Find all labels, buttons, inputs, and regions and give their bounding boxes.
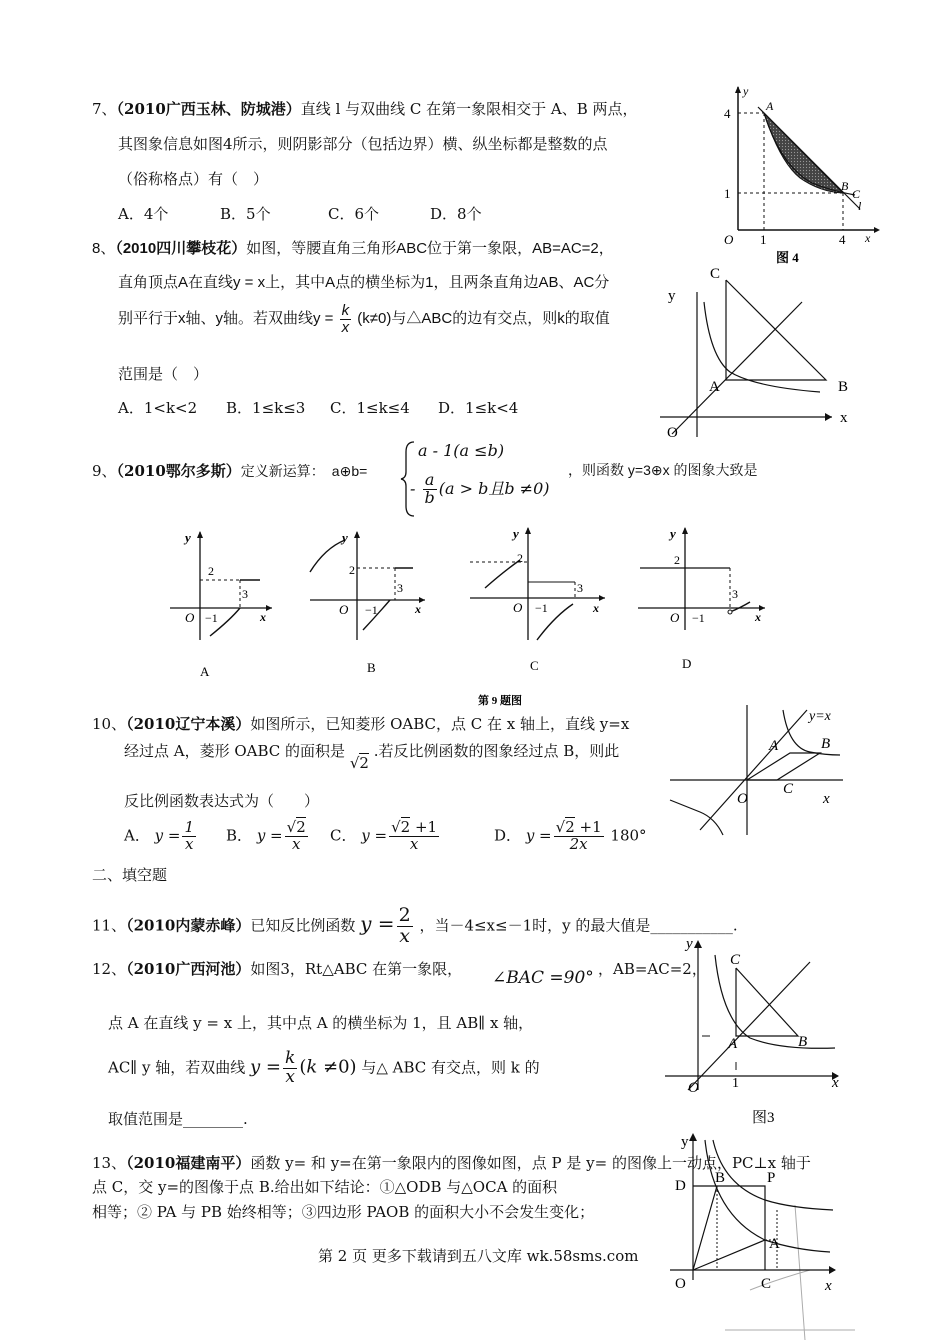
q10-line1: 10、（2010辽宁本溪）如图所示，已知菱形 OABC，点 C 在 x 轴上，直线 y=x (92, 715, 630, 733)
q13-line1: 13、（2010福建南平）函数 y= 和 y=在第一象限内的图像如图，点 P 是 y= 的图像上一动点，PC⊥x 轴于 (92, 1154, 811, 1172)
lbl: y (743, 84, 749, 98)
q9-graph-c (470, 526, 605, 673)
lbl: O (724, 232, 734, 247)
lbl: B (715, 1170, 726, 1186)
lbl: y (668, 288, 676, 304)
q13-line3: 相等；② PA 与 PB 始终相等；③四边形 PAOB 的面积大小不会发生变化； (92, 1203, 595, 1221)
q10-line2: 经过点 A，菱形 OABC 的面积是 √2 .若反比例函数的图象经过点 B，则此 (124, 742, 620, 772)
lbl: l (858, 199, 862, 213)
q10-figure (665, 700, 865, 840)
svg-text:2: 2 (349, 563, 355, 577)
q9-graph-label: D (682, 656, 692, 671)
lbl: O (688, 1080, 699, 1096)
q8-line1: 8、（2010四川攀枝花）如图，等腰直角三角形ABC位于第一象限，AB=AC=2， (92, 240, 614, 257)
q10-option-b: B． y = $\frac{√2}{x}$ (226, 818, 306, 853)
lbl: C (710, 266, 721, 282)
svg-text:−1: −1 (535, 601, 548, 615)
q9-graph-d (638, 526, 765, 671)
q7-option-c: C．6个 (328, 205, 380, 223)
svg-text:x: x (415, 602, 421, 616)
lbl: B (798, 1034, 808, 1050)
lbl: x (832, 1075, 839, 1091)
q10-option-a: A． y = $\frac{1}{x}$ (124, 818, 194, 853)
q7-option-d: D．8个 (430, 205, 482, 223)
q7-line2: 其图象信息如图4所示，则阴影部分（包括边界）横、纵坐标都是整数的点 (118, 135, 608, 153)
lbl: A (769, 738, 779, 754)
q12-line1: 12、（2010广西河池）如图3，Rt△ABC 在第一象限， (92, 960, 463, 978)
q7-line3: （俗称格点）有（ ） (118, 170, 269, 188)
svg-text:3: 3 (577, 581, 583, 595)
q9-graph-label: A (200, 664, 210, 679)
svg-text:3: 3 (397, 581, 403, 595)
q9-case2: - $\frac{a}{b}$ (a > b且b ≠0) (410, 470, 550, 507)
lbl: D (675, 1178, 686, 1194)
svg-text:−1: −1 (365, 603, 378, 617)
lbl: 1 (760, 232, 767, 247)
q10-line3: 反比例函数表达式为（ ） (124, 792, 320, 810)
lbl: x (840, 410, 848, 426)
lbl: C (730, 952, 741, 968)
q12-caption: 图3 (752, 1110, 775, 1126)
svg-text:2: 2 (674, 553, 680, 567)
q7-line1: 7、（2010广西玉林、防城港）直线 l 与双曲线 C 在第一象限相交于 A、B 两点， (92, 100, 638, 118)
lbl: C (761, 1276, 772, 1292)
section-title: 二、填空题 (92, 866, 168, 884)
q8-option-a: A．1<k<2 (118, 399, 198, 417)
lbl: O (675, 1276, 686, 1292)
svg-text:O: O (339, 602, 349, 617)
svg-text:x: x (260, 610, 266, 624)
q12-line2: 点 A 在直线 y = x 上，其中点 A 的横坐标为 1，且 AB∥ x 轴， (108, 1014, 534, 1032)
q7-figure (700, 82, 880, 272)
lbl: P (767, 1170, 776, 1186)
q7-option-a: A．4个 (118, 205, 169, 223)
q9-graph-b (310, 530, 425, 675)
svg-text:y: y (513, 526, 519, 541)
lbl: B (838, 379, 849, 395)
svg-text:x: x (593, 601, 599, 615)
q8-line2: 直角顶点A在直线y = x上，其中A点的横坐标为1，且两条直角边AB、AC分 (118, 274, 610, 291)
q8-line3: 别平行于x轴、y轴。若双曲线y = $\frac{k}{x}$ (k≠0)与△ABC的边有交点，则k的取值 (118, 302, 610, 336)
svg-text:−1: −1 (205, 611, 218, 625)
svg-text:y: y (185, 530, 191, 545)
lbl: x (865, 231, 871, 245)
lbl: O (667, 425, 678, 441)
svg-text:O: O (513, 600, 523, 615)
lbl: C (852, 187, 861, 201)
lbl: 1 (732, 1076, 739, 1091)
line-l (758, 107, 860, 209)
q12-angle: ∠BAC =90° (492, 968, 594, 988)
q9-graph-label: B (367, 660, 376, 675)
svg-text:O: O (670, 610, 680, 625)
q10-option-c: C． y = $\frac{√2 +1}{x}$ (330, 818, 438, 853)
svg-text:2: 2 (517, 551, 523, 565)
q10-option-d: D． y = $\frac{√2 +1}{2x}$ 180° (494, 818, 647, 853)
lbl: B (821, 736, 831, 752)
svg-text:3: 3 (732, 587, 738, 601)
lbl: 1 (724, 186, 731, 201)
q8-line4: 范围是（ ） (118, 366, 209, 383)
q7-caption: 图 4 (776, 250, 799, 265)
lbl: C (783, 781, 794, 797)
lbl: x (825, 1278, 832, 1294)
q9-graph-label: C (530, 658, 539, 673)
q9-caption: 第 9 题图 (478, 695, 522, 707)
lbl: y (686, 936, 693, 952)
q8-option-c: C．1≤k≤4 (330, 399, 410, 417)
page-footer: 第 2 页 更多下载请到五八文库 wk.58sms.com (318, 1247, 639, 1265)
svg-text:O: O (185, 610, 195, 625)
lbl: 4 (839, 232, 846, 247)
q7-option-b: B．5个 (220, 205, 271, 223)
q13-figure (665, 1130, 865, 1344)
lbl: A (728, 1036, 738, 1052)
q12-line1-tail: ，AB=AC=2， (598, 960, 707, 978)
q9-line1-tail: ，则函数 y=3⊕x 的图象大致是 (568, 462, 758, 478)
svg-text:3: 3 (242, 587, 248, 601)
lbl: A (769, 1236, 780, 1252)
lbl: A (766, 99, 774, 113)
q13-line2: 点 C，交 y=的图像于点 B.给出如下结论：①△ODB 与△OCA 的面积 (92, 1178, 558, 1196)
svg-text:y: y (342, 530, 348, 545)
lbl: y=x (809, 709, 831, 724)
lbl: B (841, 179, 849, 193)
q9-case1: a - 1(a ≤b) (418, 441, 505, 460)
svg-text:y: y (670, 526, 676, 541)
lbl: 4 (724, 106, 731, 121)
svg-text:−1: −1 (692, 611, 705, 625)
q11-line: 11、（2010内蒙赤峰）已知反比例函数 y = $\frac{2}{x}$ ，当－4≤x≤－1时，y 的最大值是___________. (92, 904, 738, 947)
svg-text:2: 2 (208, 564, 214, 578)
q8-option-d: D．1≤k<4 (438, 399, 519, 417)
q12-line4: 取值范围是________. (108, 1110, 248, 1128)
lbl: y (681, 1134, 689, 1150)
q9-graph-a (170, 530, 272, 679)
q9-graphs (160, 520, 780, 710)
svg-text:x: x (755, 610, 761, 624)
q8-option-b: B．1≤k≤3 (226, 399, 306, 417)
q12-figure (660, 930, 860, 1130)
q12-line3: AC∥ y 轴，若双曲线 y = $\frac{k}{x}$ (k ≠0) 与△ ABC 有交点，则 k 的 (108, 1048, 540, 1087)
q8-figure (660, 262, 860, 442)
q9-line1: 9、（2010鄂尔多斯）定义新运算： a⊕b= (92, 462, 368, 480)
lbl: A (709, 379, 720, 395)
lbl: O (737, 791, 748, 807)
lbl: x (823, 791, 830, 807)
